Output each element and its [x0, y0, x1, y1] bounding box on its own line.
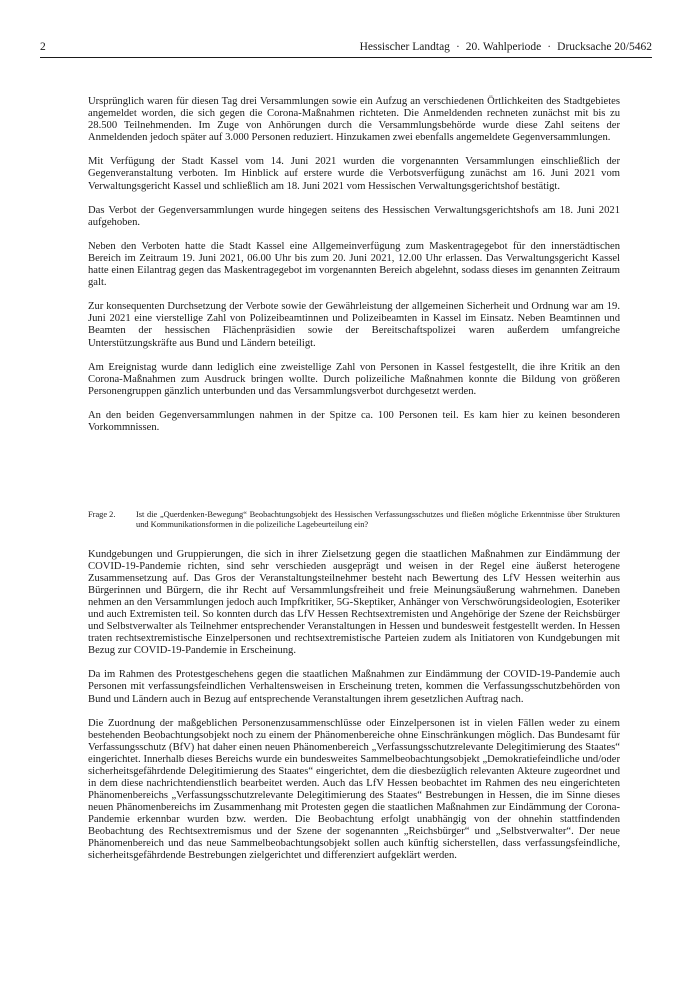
header-separator: ·	[547, 41, 552, 53]
question-text: Ist die „Querdenken-Bewegung“ Beobachtungsobjekt des Hessischen Verfassungsschutzes und fließen mögliche Erkenntnisse über Strukturen und Kommunikationsformen in die polizeiliche Lagebeurteilung ein?	[136, 510, 620, 530]
question-label: Frage 2.	[88, 510, 116, 519]
answer-body-part-2	[88, 549, 620, 874]
header-meta	[360, 41, 652, 53]
legislative-period: 20. Wahlperiode	[465, 41, 542, 53]
paragraph: Mit Verfügung der Stadt Kassel vom 14. Juni 2021 wurden die vorgenannten Versammlungen einschließlich der Gegenveranstaltung verboten. Im Hinblick auf erstere wurde die Verbotsverfügung zunächst am 16. Juni 2021 vom Verwaltungsgericht Kassel und schließlich am 18. Juni 2021 vom Hessischen Verwaltungsgerichtshof bestätigt.	[88, 156, 620, 192]
answer-body-part-1	[88, 96, 620, 446]
paragraph: Die Zuordnung der maßgeblichen Personenzusammenschlüsse oder Einzelpersonen ist in vielen Fällen weder zu einem bestehenden Beobachtungsobjekt noch zu einem der Phänomenbereiche ohne Einschränkungen möglich. Das Bundesamt für Verfassungsschutz (BfV) hat daher einen neuen Phänomenbereich „Verfassungsschutzrelevante Delegitimierung des Staates“ eingerichtet. Innerhalb dieses Bereichs wurde ein bundesweites Sammelbeobachtungsobjekt „Demokratiefeindliche und/oder sicherheitsgefährdende Delegitimierung des Staates“ eingerichtet, dem die diesbezüglich relevanten Akteure zugeordnet und in dem diese nachrichtendienstlich bearbeitet werden. Auch das LfV Hessen beobachtet im Rahmen des neu eingerichteten Phänomenbereichs „Verfassungsschutzrelevante Delegitimierung des Staates“ Bestrebungen in Hessen, die im Sinne dieses neuen Phänomenbereichs im Zusammenhang mit Protesten gegen die staatlichen Maßnahmen zur Eindämmung der Corona-Pandemie erkennbar wurden bzw. werden. Die Beobachtung erfolgt unabhängig von der ohnehin stattfindenden Beobachtung des Rechtsextremismus und der Szene der sogenannten „Reichsbürger“ und „Selbstverwalter“. Der neue Phänomenbereich und das neue Sammelbeobachtungsobjekt sollen auch künftig sicherstellen, dass verfassungsfeindliche, sicherheitsgefährdende Bestrebungen zielgerichtet und differenziert aufgeklärt werden.	[88, 717, 620, 862]
document-reference: Drucksache 20/5462	[557, 41, 652, 53]
paragraph: Da im Rahmen des Protestgeschehens gegen die staatlichen Maßnahmen zur Eindämmung der COVID-19-Pandemie auch Personen mit verfassungsfeindlichen Verhaltensweisen in Erscheinung treten, kommen die Verfassungsschutzbehörden von Bund und Ländern auch in Bezug auf entsprechende Veranstaltungen ihrem gesetzlichen Auftrag nach.	[88, 669, 620, 705]
paragraph: Neben den Verboten hatte die Stadt Kassel eine Allgemeinverfügung zum Maskentragegebot für den innerstädtischen Bereich im Zeitraum 19. Juni 2021, 06.00 Uhr bis zum 20. Juni 2021, 12.00 Uhr erlassen. Das Verwaltungsgericht Kassel hatte einen Eilantrag gegen das Maskentragegebot im vorgenannten Bereich abgelehnt, sodass dieses im genannten Zeitraum galt.	[88, 240, 620, 289]
paragraph: Zur konsequenten Durchsetzung der Verbote sowie der Gewährleistung der allgemeinen Sicherheit und Ordnung war am 19. Juni 2021 eine vierstellige Zahl von Polizeibeamtinnen und Polizeibeamten in Kassel im Einsatz. Neben Beamtinnen und Beamten der hessischen Flächenpräsidien sowie der Bereitschaftspolizei waren außerdem umfangreiche Unterstützungskräfte aus Bund und Ländern beteiligt.	[88, 301, 620, 349]
paragraph: Am Ereignistag wurde dann lediglich eine zweistellige Zahl von Personen in Kassel festgestellt, die ihre Kritik an den Corona-Maßnahmen zum Ausdruck bringen wollte. Durch polizeiliche Maßnahmen konnte die Bildung von größeren Personengruppen gänzlich unterbunden und das Versammlungsverbot durchgesetzt werden.	[88, 361, 620, 397]
paragraph: An den beiden Gegenversammlungen nahmen in der Spitze ca. 100 Personen teil. Es kam hier zu keinen besonderen Vorkommnissen.	[88, 409, 620, 433]
header-rule	[40, 57, 652, 58]
header-separator: ·	[455, 41, 460, 53]
parliament-name: Hessischer Landtag	[359, 41, 450, 53]
page-number: 2	[40, 41, 46, 53]
paragraph: Kundgebungen und Gruppierungen, die sich in ihrer Zielsetzung gegen die staatlichen Maßnahmen zur Eindämmung der COVID-19-Pandemie richten, sind sehr verschieden ausgeprägt und weisen in der Regel eine äußerst heterogene Zusammensetzung auf. Das Gros der Veranstaltungsteilnehmer besteht nach Bewertung des LfV Hessen weiterhin aus Bürgerinnen und Bürgern, die ihr Recht auf Versammlungsfreiheit und freie Meinungsäußerung wahrnehmen. Daneben nehmen an den Versammlungen jedoch auch Impfkritiker, 5G-Skeptiker, Anhänger von Verschwörungsideologien, Esoteriker und auch Extremisten teil. So konnten durch das LfV Hessen Rechtsextremisten und Angehörige der Szene der Reichsbürger und Selbstverwalter als Teilnehmer entsprechender Veranstaltungen in Hessen und bundesweit festgestellt werden. In Hessen traten rechtsextremistische Einzelpersonen und rechtsextremistische Parteien zudem als Initiatoren von Kundgebungen mit Bezug zur COVID-19-Pandemie in Erscheinung.	[88, 549, 620, 657]
paragraph: Das Verbot der Gegenversammlungen wurde hingegen seitens des Hessischen Verwaltungsgerichtshofs am 18. Juni 2021 aufgehoben.	[88, 204, 620, 228]
paragraph: Ursprünglich waren für diesen Tag drei Versammlungen sowie ein Aufzug an verschiedenen Örtlichkeiten des Stadtgebietes angemeldet worden, die sich gegen die Corona-Maßnahmen richteten. Die Anmeldenden rechneten zunächst mit bis zu 28.500 Teilnehmenden. Im Zuge von Anhörungen durch die Versammlungsbehörde wurde diese Zahl seitens der Anmeldenden jedoch später auf 3.000 Personen reduziert. Hinzukamen zwei ebenfalls angemeldete Gegenversammlungen.	[88, 96, 620, 144]
